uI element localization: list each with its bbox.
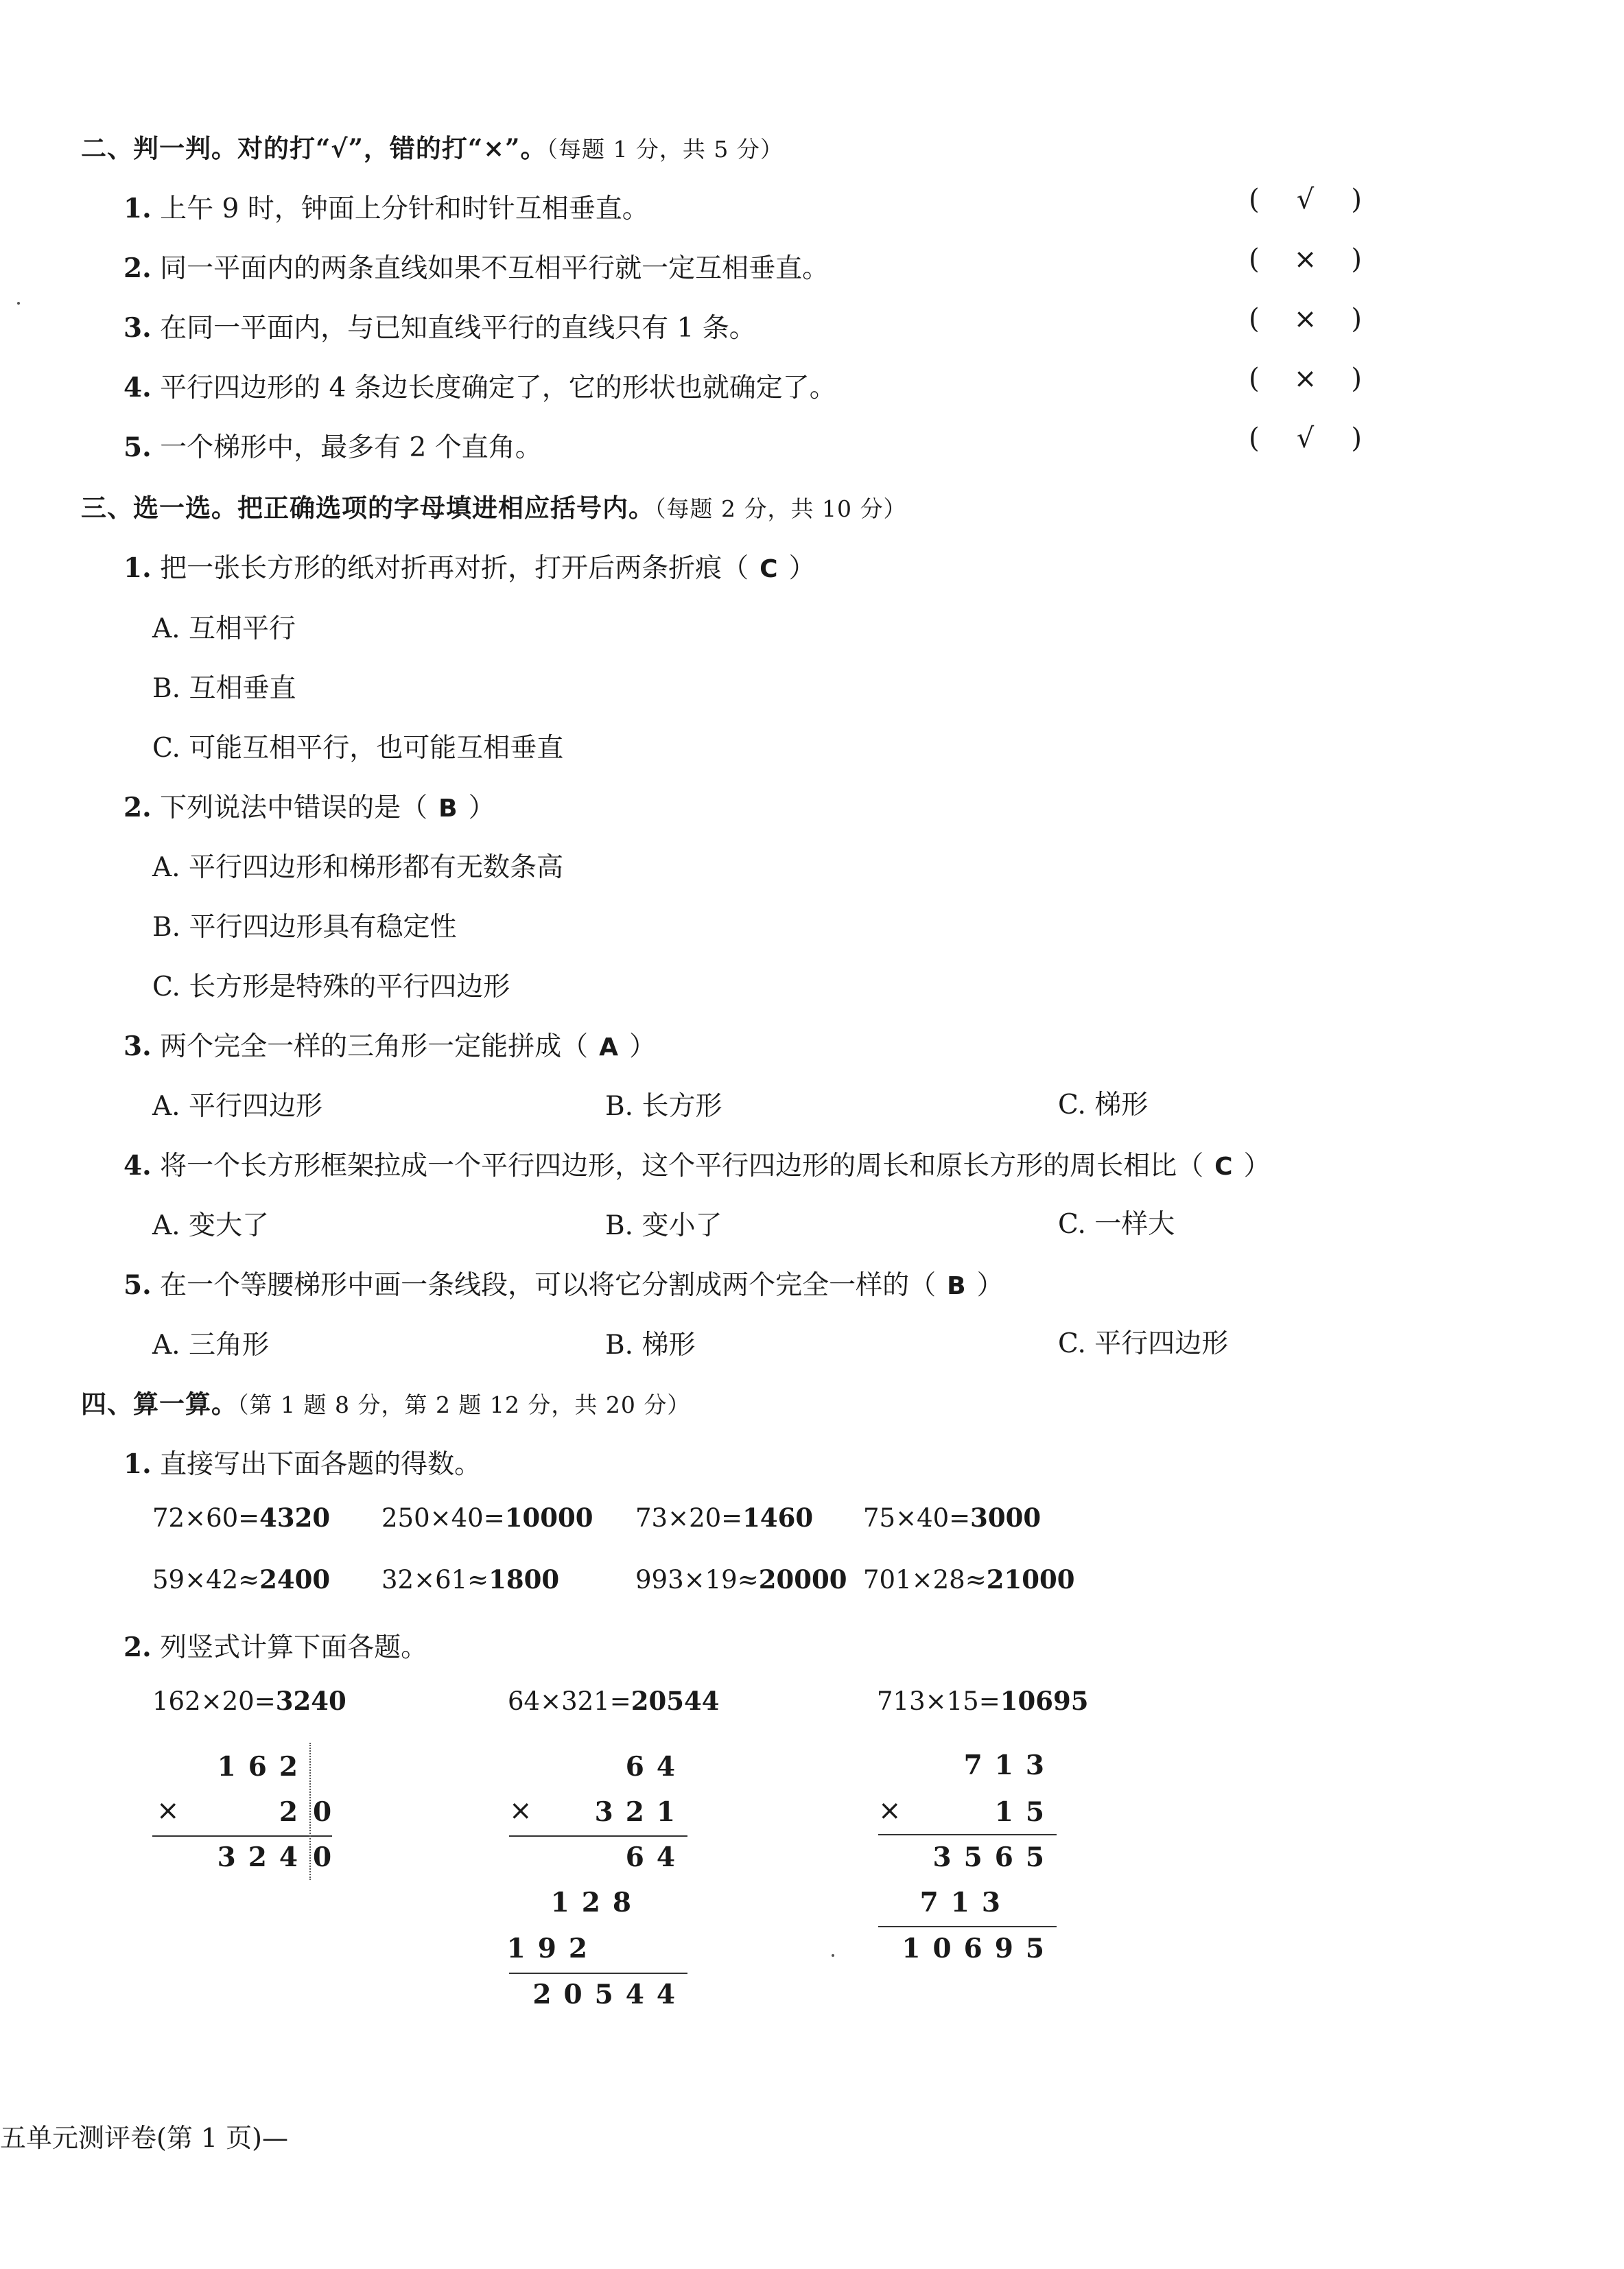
question-text: 将一个长方形框架拉成一个平行四边形，这个平行四边形的周长和原长方形的周长相比（ — [160, 1151, 1204, 1181]
oral-calc — [863, 1503, 1041, 1533]
cross-mark: × — [1293, 303, 1317, 335]
times-sign: × — [878, 1795, 902, 1826]
check-mark: √ — [1296, 184, 1315, 215]
choice-question-2 — [123, 786, 495, 825]
judge-answer-2 — [1249, 244, 1362, 275]
option-c: C. 长方形是特殊的平行四边形 — [152, 972, 510, 1002]
close-paren: ） — [629, 1031, 657, 1062]
multiplicand: 162 — [217, 1751, 310, 1783]
option-a: A. 三角形 — [152, 1330, 269, 1361]
partial-product-2: 713 — [919, 1887, 1013, 1918]
result: 20000 — [758, 1564, 847, 1595]
judge-item-4 — [123, 366, 836, 405]
section4-title: 四、算一算。 — [81, 1389, 237, 1419]
multiplicand: 64 — [625, 1751, 687, 1783]
product: 10695 — [902, 1933, 1057, 1964]
close-paren: ） — [468, 792, 495, 823]
expression: 59×42≈ — [152, 1565, 260, 1595]
rule-line — [152, 1835, 332, 1837]
result: 2400 — [259, 1564, 331, 1595]
estimate-calc — [152, 1564, 330, 1595]
product: 20544 — [532, 1979, 687, 2010]
result: 1800 — [489, 1564, 560, 1595]
answer-letter: A — [599, 1033, 619, 1061]
result: 4320 — [259, 1503, 331, 1533]
item-text: 一个梯形中，最多有 2 个直角。 — [160, 432, 542, 463]
judge-item-3 — [123, 307, 756, 345]
result: 10000 — [504, 1503, 593, 1533]
expression: 713×15= — [877, 1686, 1000, 1716]
option-a: A. 互相平行 — [152, 613, 296, 644]
vertical-problem-3-expression — [877, 1686, 1088, 1716]
item-text: 平行四边形的 4 条边长度确定了，它的形状也就确定了。 — [160, 373, 836, 403]
multiplier-trailing-zero: 0 — [313, 1796, 332, 1828]
choice-question-1 — [123, 547, 816, 585]
option-b: B. 互相垂直 — [152, 673, 296, 704]
item-number: 2. — [123, 252, 152, 284]
expression: 64×321= — [508, 1686, 631, 1716]
left-paren: ( — [1249, 423, 1260, 454]
vertical-problem-2-expression — [508, 1686, 719, 1716]
rule-line — [509, 1973, 687, 1974]
oral-calc — [152, 1503, 330, 1533]
expression: 162×20= — [152, 1686, 276, 1716]
vertical-problem-1-expression — [152, 1686, 346, 1716]
section3-heading — [81, 487, 906, 524]
question-number: 1. — [123, 552, 152, 584]
answer-letter: B — [947, 1272, 966, 1300]
speck — [17, 302, 20, 305]
answer-letter: C — [1214, 1153, 1233, 1181]
result: 10695 — [1000, 1686, 1089, 1716]
question-text: 两个完全一样的三角形一定能拼成（ — [160, 1031, 589, 1062]
estimate-calc — [381, 1564, 559, 1595]
judge-answer-1 — [1249, 184, 1362, 215]
result: 1460 — [742, 1503, 814, 1533]
expression: 701×28≈ — [863, 1565, 987, 1595]
multiplicand: 713 — [963, 1750, 1057, 1781]
close-paren: ） — [976, 1270, 1004, 1301]
times-sign: × — [509, 1795, 532, 1826]
option-c: C. 梯形 — [1058, 1090, 1149, 1120]
multiplier: 321 — [594, 1796, 687, 1828]
option-c: C. 平行四边形 — [1058, 1328, 1229, 1359]
result: 20544 — [631, 1686, 720, 1716]
result: 21000 — [986, 1564, 1075, 1595]
question-text: 在一个等腰梯形中画一条线段，可以将它分割成两个完全一样的（ — [160, 1270, 937, 1301]
calc-question-2 — [123, 1626, 427, 1665]
page-footer: 五单元测评卷(第 1 页)— — [0, 2123, 288, 2153]
expression: 75×40= — [863, 1503, 971, 1533]
result: 3000 — [970, 1503, 1042, 1533]
close-paren: ） — [788, 553, 816, 584]
judge-item-2 — [123, 247, 829, 285]
item-number: 3. — [123, 312, 152, 344]
section3-note: （每题 2 分，共 10 分） — [655, 495, 907, 522]
left-paren: ( — [1249, 363, 1260, 395]
close-paren: ） — [1243, 1151, 1271, 1181]
product: 324 — [217, 1842, 310, 1873]
right-paren: ) — [1351, 303, 1362, 335]
rule-line — [878, 1834, 1057, 1835]
judge-answer-4 — [1249, 363, 1362, 395]
rule-line — [878, 1926, 1057, 1927]
cross-mark: × — [1293, 244, 1317, 275]
section3-title: 三、选一选。把正确选项的字母填进相应括号内。 — [81, 493, 655, 523]
judge-item-5 — [123, 426, 542, 465]
estimate-calc — [863, 1564, 1074, 1595]
expression: 993×19≈ — [635, 1565, 759, 1595]
option-a: A. 变大了 — [152, 1210, 269, 1241]
right-paren: ) — [1351, 184, 1362, 215]
judge-answer-3 — [1249, 303, 1362, 335]
left-paren: ( — [1249, 244, 1260, 275]
question-number: 5. — [123, 1269, 152, 1301]
choice-question-4 — [123, 1144, 1271, 1183]
speck — [832, 1954, 834, 1957]
expression: 250×40= — [381, 1503, 505, 1533]
section4-note: （第 1 题 8 分，第 2 题 12 分，共 20 分） — [237, 1391, 691, 1418]
oral-calc — [381, 1503, 593, 1533]
section2-note: （每题 1 分，共 5 分） — [546, 136, 784, 163]
question-number: 2. — [123, 792, 152, 823]
check-mark: √ — [1296, 423, 1315, 454]
partial-product-1: 64 — [625, 1842, 687, 1873]
option-a: A. 平行四边形和梯形都有无数条高 — [152, 852, 563, 883]
cross-mark: × — [1293, 363, 1317, 395]
right-paren: ) — [1351, 244, 1362, 275]
item-number: 1. — [123, 193, 152, 224]
oral-calc — [635, 1503, 813, 1533]
option-a: A. 平行四边形 — [152, 1091, 322, 1122]
judge-answer-5 — [1249, 423, 1362, 454]
partial-product-2: 128 — [550, 1887, 644, 1918]
question-text: 直接写出下面各题的得数。 — [160, 1449, 482, 1480]
times-sign: × — [156, 1795, 180, 1826]
option-b: B. 平行四边形具有稳定性 — [152, 912, 457, 943]
option-b: B. 梯形 — [605, 1330, 696, 1361]
question-text: 下列说法中错误的是（ — [160, 792, 428, 823]
section4-heading — [81, 1383, 690, 1420]
option-b: B. 变小了 — [605, 1210, 722, 1241]
multiplier: 15 — [994, 1796, 1057, 1828]
option-b: B. 长方形 — [605, 1091, 722, 1122]
choice-question-3 — [123, 1025, 656, 1063]
right-paren: ) — [1351, 363, 1362, 395]
item-number: 4. — [123, 372, 152, 403]
partial-product-1: 3565 — [932, 1842, 1057, 1873]
question-text: 把一张长方形的纸对折再对折，打开后两条折痕（ — [160, 553, 749, 584]
question-number: 2. — [123, 1632, 152, 1663]
choice-question-5 — [123, 1264, 1004, 1302]
question-number: 4. — [123, 1150, 152, 1181]
answer-letter: B — [438, 795, 458, 823]
expression: 72×60= — [152, 1503, 260, 1533]
right-paren: ) — [1351, 423, 1362, 454]
answer-letter: C — [760, 555, 778, 583]
calc-question-1 — [123, 1443, 481, 1481]
item-number: 5. — [123, 432, 152, 463]
left-paren: ( — [1249, 303, 1260, 335]
question-text: 列竖式计算下面各题。 — [160, 1632, 428, 1663]
expression: 73×20= — [635, 1503, 743, 1533]
product-trailing-zero: 0 — [313, 1842, 332, 1873]
zero-separator — [309, 1743, 311, 1880]
result: 3240 — [275, 1686, 346, 1716]
question-number: 1. — [123, 1448, 152, 1480]
multiplier: 2 — [279, 1796, 310, 1828]
option-c: C. 一样大 — [1058, 1209, 1175, 1240]
item-text: 同一平面内的两条直线如果不互相平行就一定互相垂直。 — [160, 253, 829, 284]
estimate-calc — [635, 1564, 847, 1595]
partial-product-3: 192 — [506, 1933, 600, 1964]
item-text: 在同一平面内，与已知直线平行的直线只有 1 条。 — [160, 313, 756, 344]
rule-line — [509, 1835, 687, 1837]
section2-heading — [81, 128, 784, 165]
judge-item-1 — [123, 187, 649, 226]
section2-title: 二、判一判。对的打“√”，错的打“×”。 — [81, 133, 547, 163]
question-number: 3. — [123, 1031, 152, 1062]
option-c: C. 可能互相平行，也可能互相垂直 — [152, 733, 564, 764]
left-paren: ( — [1249, 184, 1260, 215]
expression: 32×61≈ — [381, 1565, 489, 1595]
item-text: 上午 9 时，钟面上分针和时针互相垂直。 — [160, 193, 649, 224]
